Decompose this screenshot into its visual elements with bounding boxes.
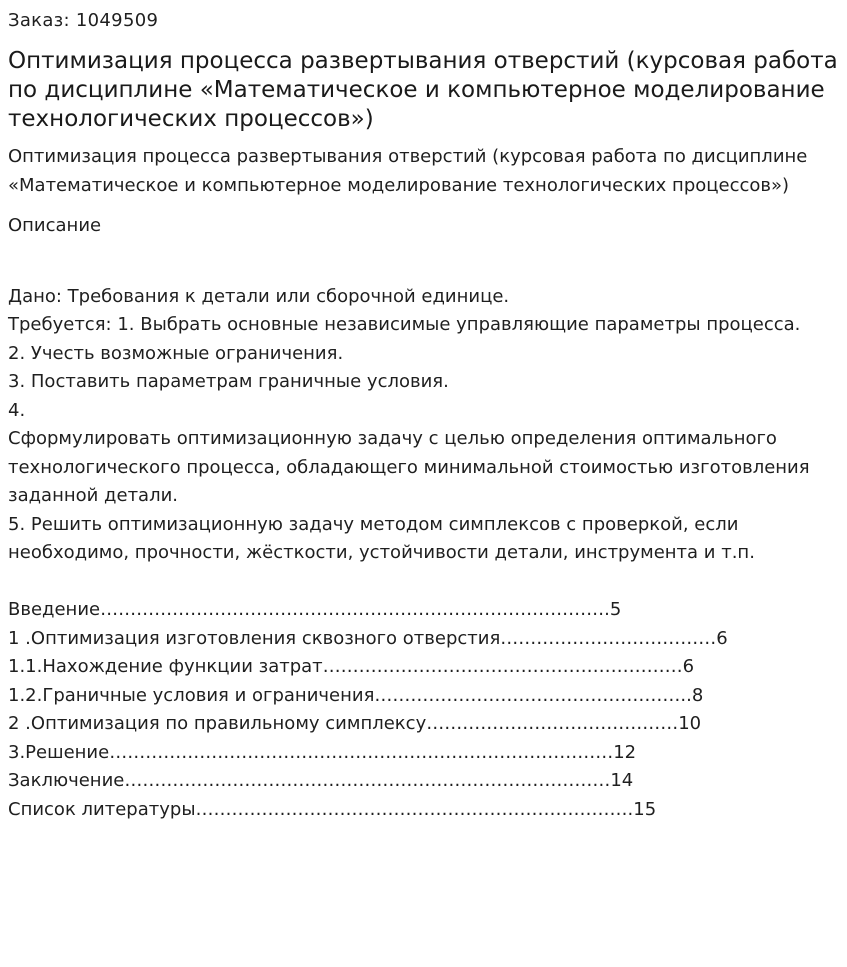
blank-line: [8, 568, 839, 597]
toc-entry: 1.2.Граничные условия и ограничения……………………………………………..8: [8, 684, 704, 706]
page-subtitle: Оптимизация процесса развертывания отверстий (курсовая работа по дисциплине «Математическое и компьютерное моделирование технологических процессов»): [8, 146, 808, 196]
description-line: 2. Учесть возможные ограничения.: [8, 342, 344, 364]
toc-entry: 1.1.Нахождение функции затрат……………………………………………………6: [8, 656, 695, 677]
description-line: 4.: [8, 399, 26, 421]
description-heading: Описание: [8, 215, 102, 236]
toc-entry: Введение………………………………………………………………………….5: [8, 599, 622, 620]
order-number: Заказ: 1049509: [8, 10, 159, 31]
description-line: 3. Поставить параметрам граничные условия.: [8, 371, 449, 392]
toc-entry: 3.Решение…………………………………………………………………………12: [8, 741, 637, 763]
table-of-contents: [8, 596, 839, 824]
toc-entry: 2 .Оптимизация по правильному симплексу……………………………………10: [8, 713, 702, 734]
description-line: Требуется: 1. Выбрать основные независимые управляющие параметры процесса.: [8, 314, 801, 335]
toc-entry: 1 .Оптимизация изготовления сквозного отверстия………………………………6: [8, 627, 728, 649]
description-line: Сформулировать оптимизационную задачу с целью определения оптимального технологического процесса, обладающего минимальной стоимостью изготовления заданной детали.: [8, 428, 810, 506]
toc-entry: Список литературы……………………………………………………………….15: [8, 798, 657, 820]
toc-entry: Заключение………………………………………………………………………14: [8, 770, 634, 791]
description-line: Дано: Требования к детали или сборочной единице.: [8, 285, 510, 307]
description-line: 5. Решить оптимизационную задачу методом симплексов с проверкой, если необходимо, прочности, жёсткости, устойчивости детали, инструмента и т.п.: [8, 513, 755, 563]
blank-line: [8, 254, 839, 283]
description-body: [8, 254, 839, 824]
page-title: Оптимизация процесса развертывания отверстий (курсовая работа по дисциплине «Математическое и компьютерное моделирование технологических процессов»): [8, 48, 838, 132]
